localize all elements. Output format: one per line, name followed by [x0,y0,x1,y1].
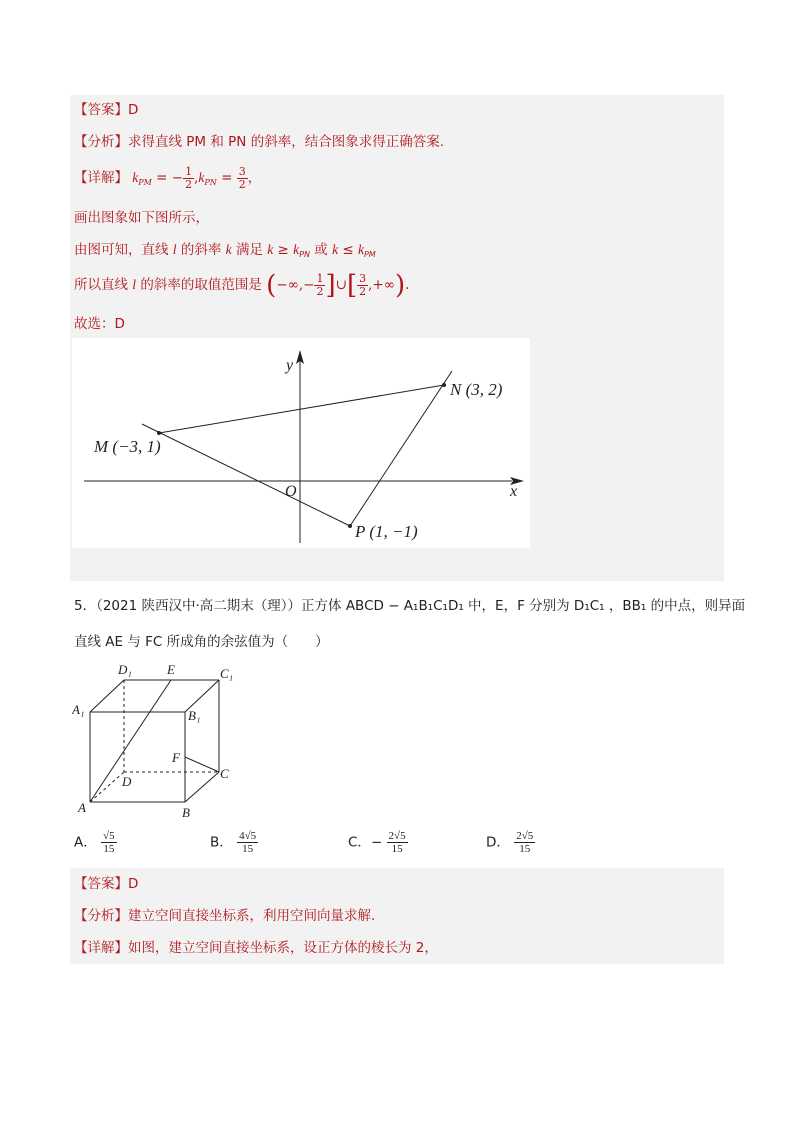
q4-conclusion-line: 由图可知，直线 l 的斜率 k 满足 $k \ge k_{PN}$ 或 $k \le k_{PM}$ [74,242,376,259]
point-N [442,383,446,387]
cube-label-B: B [182,805,190,820]
q5-answer-line: 【答案】D [74,876,139,892]
point-P [348,524,352,528]
q5-option-c[interactable]: C．− $\frac{2√5}{15}$ [348,830,406,855]
label-y: y [286,357,294,374]
q4-analysis-line: 【分析】求得直线 PM 和 PN 的斜率，结合图象求得正确答案. [74,134,444,150]
q4-range-formula: (−∞,− $\frac{1}{2}$ ]∪[ $\frac{3}{2}$ ,+∞). [266,270,410,301]
point-M [157,431,161,435]
cube-label-F: F [172,750,180,765]
q4-coordinate-graph [72,338,530,548]
cube-label-A1: A₁ [72,702,85,717]
cube-label-D: D [122,774,132,789]
q5-stem-line2: 直线 AE 与 FC 所成角的余弦值为（ ） [74,634,329,650]
label-x: x [510,483,518,500]
q4-detail-line: 【详解】 $k_{PM}$ = − $\frac{1}{2}$ $,k_{PN}$ = $\frac{3}{2}$ ， [74,165,262,191]
q5-detail-line: 【详解】如图，建立空间直接坐标系，设正方体的棱长为 2， [74,940,438,956]
cube-label-B1: B₁ [188,708,201,723]
q4-detail-formula: $k_{PM}$ = − $\frac{1}{2}$ $,k_{PN}$ = $\frac{3}{2}$ ， [132,165,262,191]
label-N: N (3, 2) [450,380,503,399]
q4-range-line: 所以直线 l 的斜率的取值范围是 (−∞,− $\frac{1}{2}$ ]∪[ $\frac{3}{2}$ ,+∞). [74,270,410,301]
cube-label-D1: D₁ [118,662,132,677]
cube-label-A: A [78,800,86,815]
q5-option-a[interactable]: A． $\frac{√5}{15}$ [74,830,115,855]
q5-stem-line1: 5．（2021 陕西汉中·高二期末（理））正方体 ABCD − A₁B₁C₁D₁ 中，E，F 分别为 D₁C₁ ，BB₁ 的中点，则异面 [74,598,746,614]
label-M: M (−3, 1) [94,437,161,456]
q4-choice-line: 故选：D [74,316,125,332]
q5-option-b[interactable]: B． $\frac{4√5}{15}$ [210,830,257,855]
q5-analysis-line: 【分析】建立空间直接坐标系，利用空间向量求解. [74,908,376,924]
q5-cube-figure [72,660,242,822]
label-O: O [285,483,297,500]
q4-draw-line: 画出图象如下图所示， [74,210,209,226]
cube-label-C1: C₁ [220,666,234,681]
q4-answer-line: 【答案】D [74,102,139,118]
cube-label-E: E [167,662,175,677]
cube-label-C: C [220,766,229,781]
q5-option-d[interactable]: D． $\frac{2√5}{15}$ [486,830,534,855]
label-P: P (1, −1) [355,522,418,541]
